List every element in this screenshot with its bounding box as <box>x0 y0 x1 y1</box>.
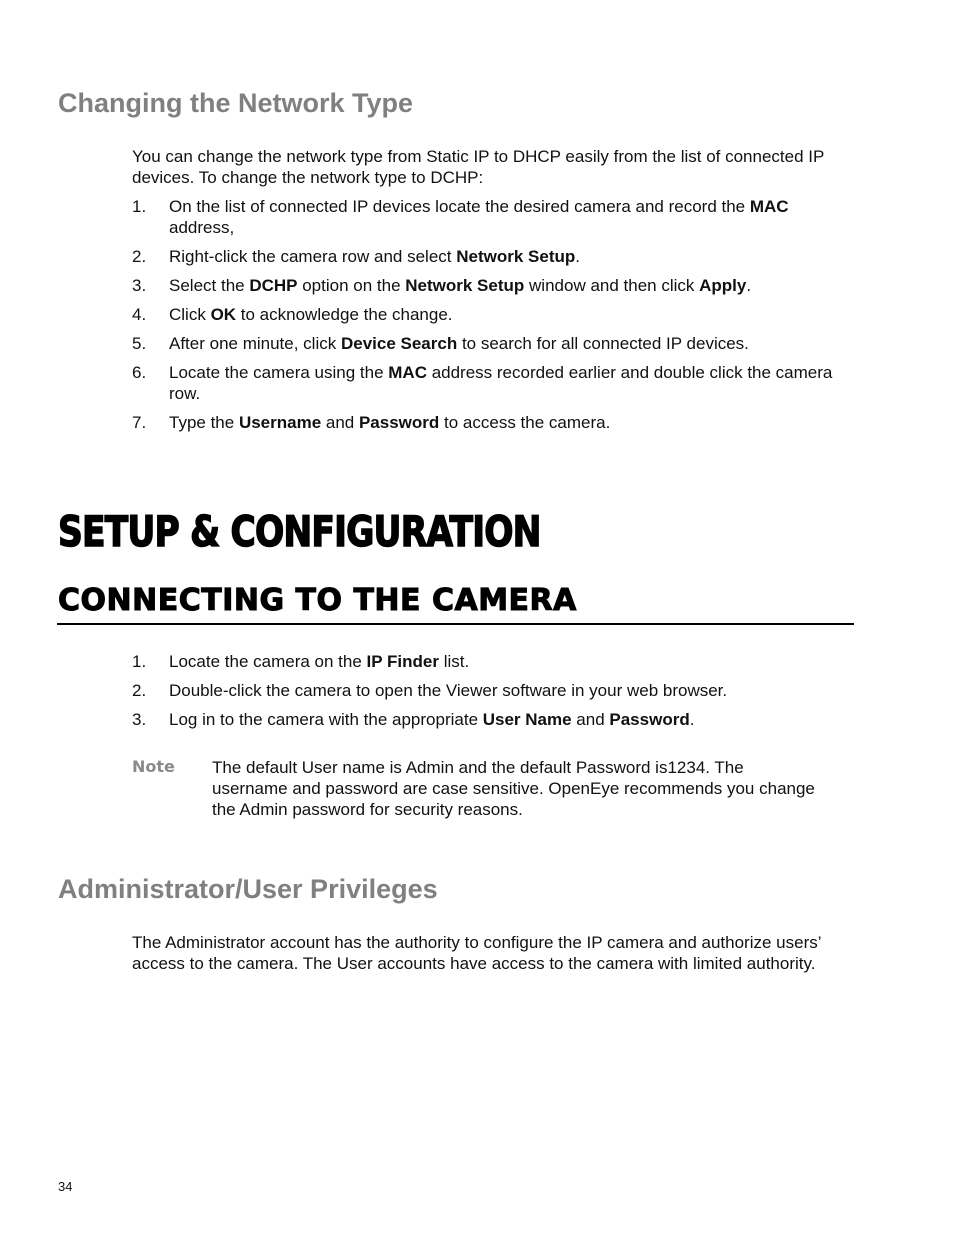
list-item-text: address, <box>169 218 235 237</box>
list-item-bold-term: IP Finder <box>366 652 439 671</box>
heading-changing-network-type: Changing the Network Type <box>58 88 414 118</box>
list-item-text: window and then click <box>524 276 700 295</box>
list-item <box>132 304 852 325</box>
list-item-text: . <box>689 710 695 729</box>
list-item-text: option on the <box>297 276 406 295</box>
list-item-number: 2. <box>132 681 147 700</box>
list-item-bold-term: Network Setup <box>405 276 525 295</box>
list-item-bold-term: MAC <box>749 197 789 216</box>
list-item-text: and <box>571 710 610 729</box>
network-intro-paragraph: You can change the network type from Static IP to DHCP easily from the list of connected IP devices. To change the network type to DCHP: <box>132 147 825 187</box>
note-text: The default User name is Admin and the default Password is1234. The username and password are case sensitive. OpenEye recommends you change the Admin password for security reasons. <box>212 758 815 819</box>
list-item-bold-term: User Name <box>482 710 572 729</box>
note-label: Note <box>132 757 175 776</box>
heading-admin-user-privileges: Administrator/User Privileges <box>58 874 438 904</box>
list-item-number: 3. <box>132 710 147 729</box>
page-number: 34 <box>58 1179 73 1194</box>
admin-paragraph: The Administrator account has the authority to configure the IP camera and authorize users’ access to the camera. The User accounts have access to the camera with limited authority. <box>132 933 821 973</box>
list-item <box>132 709 852 730</box>
list-item-text: Click <box>169 305 211 324</box>
list-item-text: to search for all connected IP devices. <box>457 334 749 353</box>
connect-steps-list <box>132 651 852 738</box>
list-item-bold-term: Device Search <box>340 334 458 353</box>
list-item-bold-term: Password <box>358 413 440 432</box>
list-item-text: Locate the camera on the <box>169 652 367 671</box>
list-item-text: to access the camera. <box>439 413 611 432</box>
list-item-text: After one minute, click <box>169 334 341 353</box>
list-item-number: 3. <box>132 276 147 295</box>
list-item-bold-term: Apply <box>699 276 747 295</box>
list-item-number: 1. <box>132 652 147 671</box>
list-item-bold-term: Password <box>609 710 690 729</box>
list-item-text: Select the <box>169 276 250 295</box>
list-item-bold-term: OK <box>210 305 237 324</box>
list-item-text: Log in to the camera with the appropriate <box>169 710 483 729</box>
list-item-bold-term: Network Setup <box>456 247 576 266</box>
list-item-text: Type the <box>169 413 239 432</box>
list-item <box>132 333 852 354</box>
list-item-bold-term: Username <box>238 413 322 432</box>
heading-connecting-to-camera: CONNECTING TO THE CAMERA <box>58 583 577 618</box>
list-item-text: address recorded earlier and double click the camera row. <box>169 363 833 403</box>
list-item-text: Right-click the camera row and select <box>169 247 457 266</box>
list-item-number: 7. <box>132 413 147 432</box>
list-item-number: 6. <box>132 363 147 382</box>
list-item-bold-term: MAC <box>388 363 427 382</box>
list-item <box>132 651 852 672</box>
list-item-text: Double-click the camera to open the Viewer software in your web browser. <box>169 681 728 700</box>
list-item <box>132 412 852 433</box>
list-item-text: . <box>575 247 580 266</box>
chapter-title: SETUP & CONFIGURATION <box>58 507 541 556</box>
list-item-number: 1. <box>132 197 147 216</box>
list-item-text: . <box>746 276 752 295</box>
list-item <box>132 275 852 296</box>
list-item <box>132 246 852 267</box>
list-item-text: to acknowledge the change. <box>236 305 453 324</box>
list-item-number: 2. <box>132 247 147 266</box>
list-item-number: 5. <box>132 334 147 353</box>
list-item <box>132 680 852 701</box>
list-item-bold-term: DCHP <box>249 276 298 295</box>
list-item-text: On the list of connected IP devices locate the desired camera and record the <box>169 197 750 216</box>
network-steps-list <box>132 196 852 441</box>
list-item-text: list. <box>438 652 470 671</box>
heading-underline-rule <box>57 623 854 625</box>
list-item <box>132 196 852 238</box>
list-item <box>132 362 852 404</box>
list-item-number: 4. <box>132 305 147 324</box>
list-item-text: and <box>321 413 359 432</box>
list-item-text: Locate the camera using the <box>169 363 389 382</box>
